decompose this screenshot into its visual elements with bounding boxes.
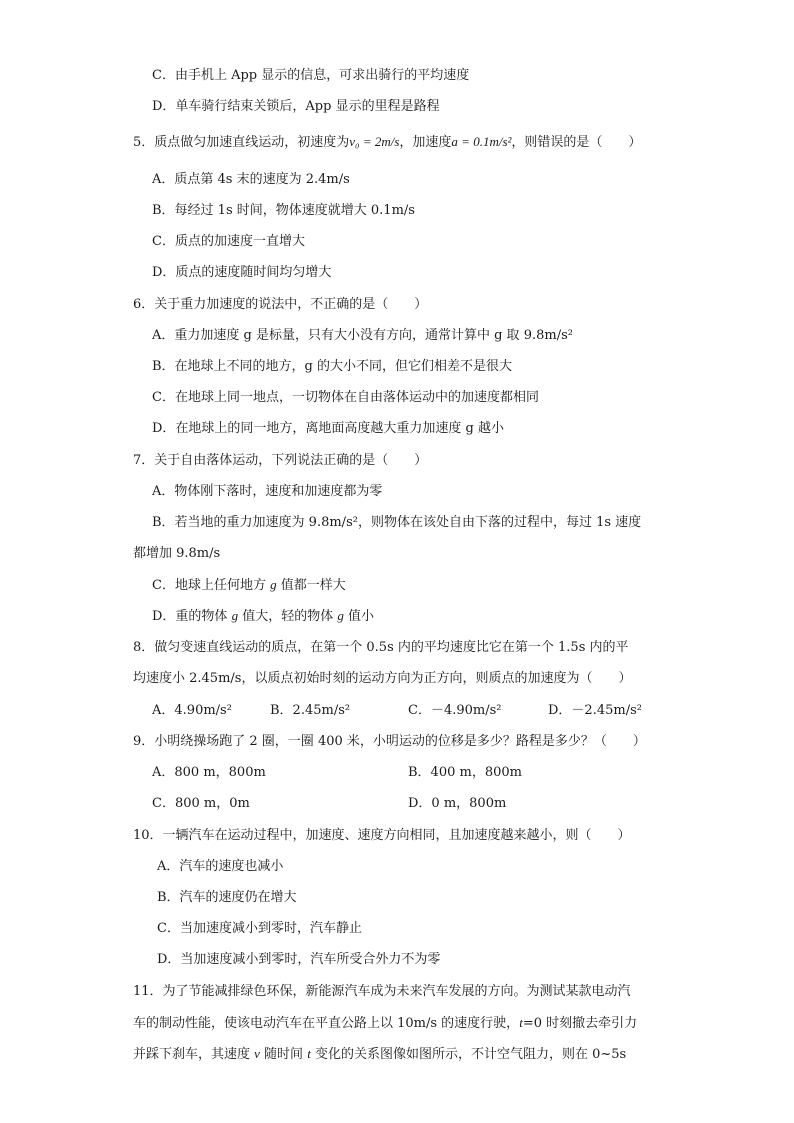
q9-stem: 9．小明绕操场跑了 2 圈，一圈 400 米，小明运动的位移是多少？路程是多少？（ ） — [133, 734, 646, 749]
q7-d-text-b: 值大，轻的物体 — [238, 609, 338, 624]
q8-option-d: D．－2.45m/s² — [548, 703, 642, 718]
q11-line2-a: 车的制动性能，使该电动汽车在平直公路上以 10m/s 的速度行驶， — [133, 1016, 520, 1031]
q11-line3-v: v — [254, 1046, 260, 1061]
q7-option-c — [152, 576, 346, 595]
q8-stem-line1: 8．做匀变速直线运动的质点，在第一个 0.5s 内的平均速度比它在第一个 1.5s 内的平 — [133, 640, 629, 655]
q10-option-a: A．汽车的速度也减小 — [157, 859, 284, 874]
q11-line3 — [133, 1045, 626, 1064]
q11-line3-a: 并踩下刹车，其速度 — [133, 1047, 255, 1062]
q10-option-b: B．汽车的速度仍在增大 — [157, 890, 297, 905]
q7-d-text-c: 值小 — [343, 609, 374, 624]
q8-option-c: C．－4.90m/s² — [408, 703, 502, 718]
q7-option-b-line2: 都增加 9.8m/s — [133, 546, 221, 561]
q5-v0: v₀ = 2m/s — [349, 134, 400, 149]
q5-option-b: B．每经过 1s 时间，物体速度就增大 0.1m/s — [152, 203, 415, 218]
q5-acc: a = 0.1m/s² — [451, 134, 512, 149]
q11-line2-t: t — [519, 1015, 523, 1030]
q9-option-c: C．800 m，0m — [152, 796, 250, 811]
q7-option-b-line1: B．若当地的重力加速度为 9.8m/s²，则物体在该处自由下落的过程中，每过 1s 速度 — [152, 515, 642, 530]
q6-option-a: A．重力加速度 g 是标量，只有大小没有方向，通常计算中 g 取 9.8m/s² — [152, 328, 573, 343]
q7-c-text-a: C．地球上任何地方 — [152, 578, 271, 593]
q5-option-d: D．质点的速度随时间均匀增大 — [152, 265, 332, 280]
q10-option-c: C．当加速度减小到零时，汽车静止 — [157, 921, 362, 936]
q6-option-b: B．在地球上不同的地方，g 的大小不同，但它们相差不是很大 — [152, 359, 513, 374]
q6-option-c: C．在地球上同一地点，一切物体在自由落体运动中的加速度都相同 — [152, 390, 539, 405]
q7-d-g: g — [231, 608, 239, 623]
q7-option-d — [152, 607, 374, 626]
q10-stem: 10．一辆汽车在运动过程中，加速度、速度方向相同，且加速度越来越小，则（ ） — [133, 828, 631, 843]
q5-stem-c: ，则错误的是（ ） — [511, 135, 642, 150]
q8-stem-line2: 均速度小 2.45m/s，以质点初始时刻的运动方向为正方向，则质点的加速度为（ ） — [133, 671, 632, 686]
q8-option-a: A．4.90m/s² — [152, 703, 232, 718]
q11-line3-t: t — [307, 1046, 311, 1061]
q11-line2 — [133, 1014, 637, 1033]
q6-option-d: D．在地球上的同一地方，离地面高度越大重力加速度 g 越小 — [152, 421, 505, 436]
q7-option-a: A．物体刚下落时，速度和加速度都为零 — [152, 484, 383, 499]
q7-c-text-b: 值都一样大 — [276, 578, 346, 593]
q5-stem — [133, 133, 641, 152]
q5-option-c: C．质点的加速度一直增大 — [152, 234, 305, 249]
q7-c-g: g — [270, 577, 277, 592]
q5-option-a: A．质点第 4s 末的速度为 2.4m/s — [152, 172, 350, 187]
q10-option-d: D．当加速度减小到零时，汽车所受合外力不为零 — [157, 952, 441, 967]
q5-stem-b: ，加速度 — [399, 135, 452, 150]
q5-stem-a: 5．质点做匀加速直线运动，初速度为 — [133, 135, 350, 150]
q7-stem: 7．关于自由落体运动，下列说法正确的是（ ） — [133, 453, 428, 468]
q11-line3-c: 变化的关系图像如图所示，不计空气阻力，则在 0~5s — [310, 1047, 627, 1062]
q9-option-a: A．800 m，800m — [152, 765, 266, 780]
q7-d-g2: g — [337, 608, 344, 623]
q11-line2-b: =0 时刻撤去牵引力 — [522, 1016, 638, 1031]
q8-option-b: B．2.45m/s² — [270, 703, 351, 718]
q11-line1: 11．为了节能减排绿色环保，新能源汽车成为未来汽车发展的方向。为测试某款电动汽 — [133, 984, 631, 999]
q6-stem: 6．关于重力加速度的说法中，不正确的是（ ） — [133, 297, 428, 312]
q4-option-c: C．由手机上 App 显示的信息，可求出骑行的平均速度 — [152, 68, 470, 83]
q11-line3-b: 随时间 — [259, 1047, 308, 1062]
q4-option-d: D．单车骑行结束关锁后，App 显示的里程是路程 — [152, 99, 440, 114]
q7-d-text-a: D．重的物体 — [152, 609, 232, 624]
q9-option-d: D．0 m，800m — [408, 796, 507, 811]
q9-option-b: B．400 m，800m — [408, 765, 522, 780]
